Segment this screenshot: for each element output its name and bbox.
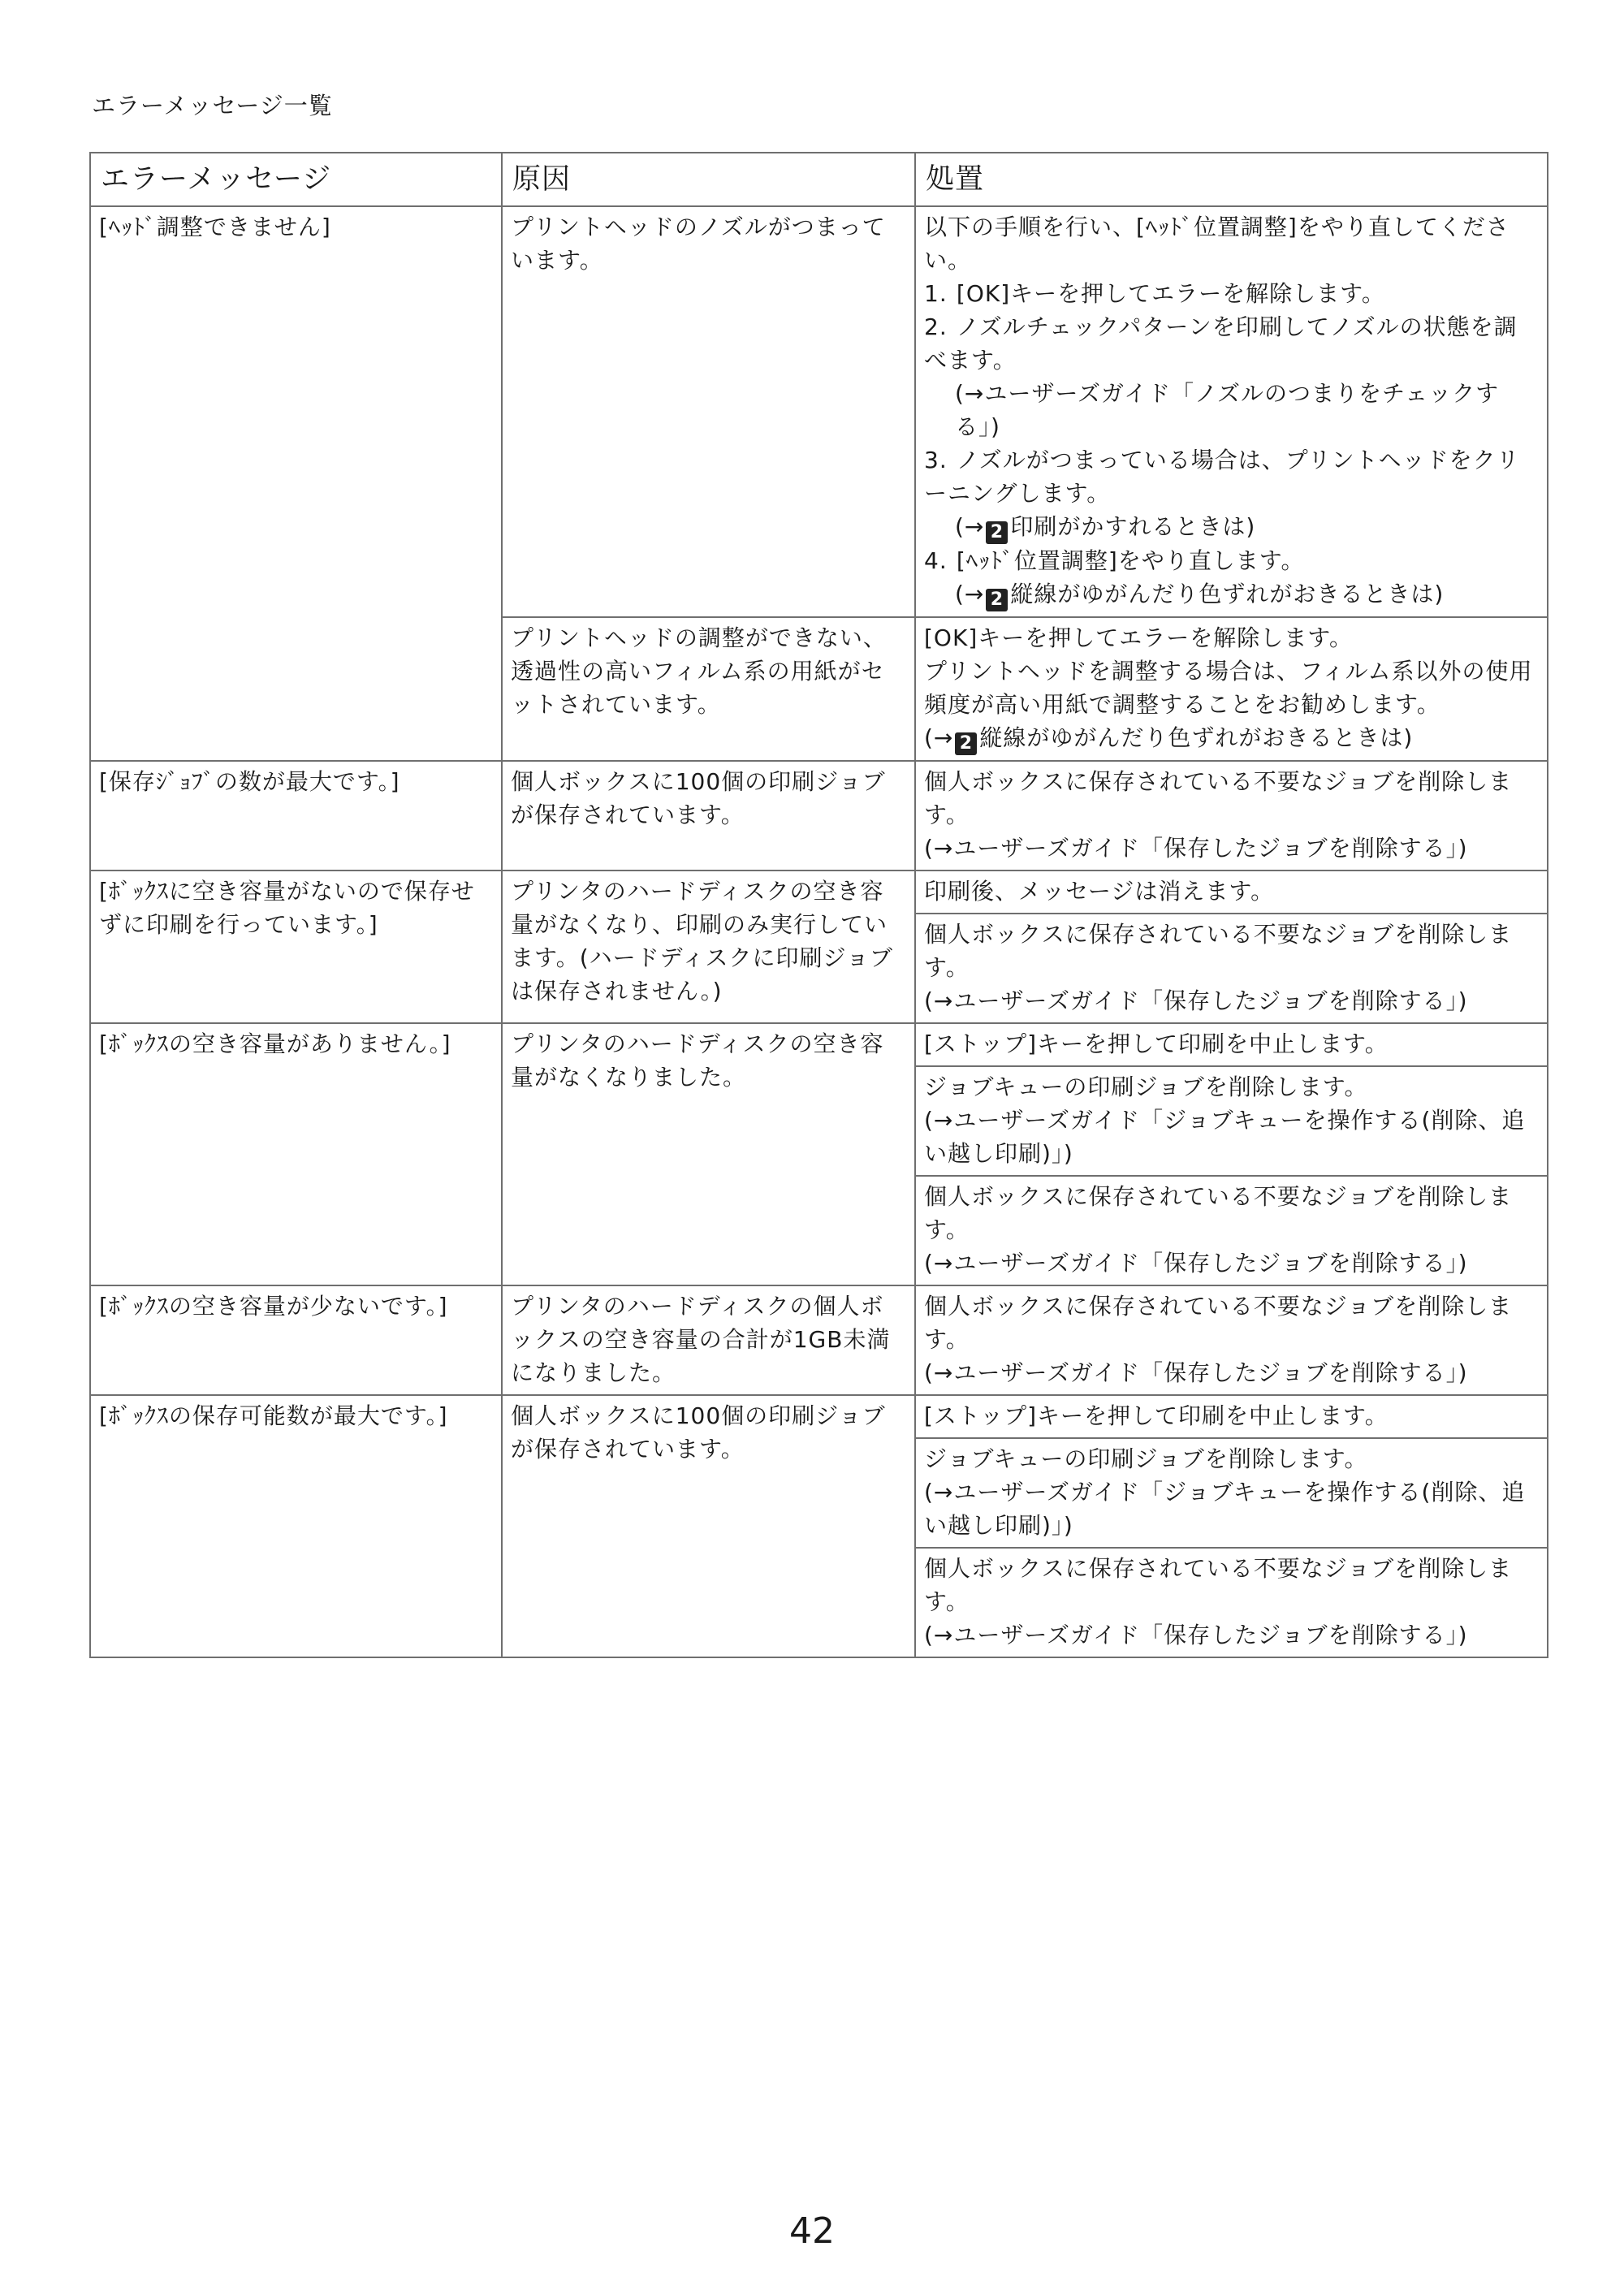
- page-heading: エラーメッセージ一覧: [92, 92, 333, 119]
- error-message-cell: [ﾎﾞｯｸｽに空き容量がないので保存せずに印刷を行っています。]: [90, 871, 502, 1023]
- cause-cell: 個人ボックスに100個の印刷ジョブが保存されています。: [502, 1395, 915, 1657]
- remedy-reference: (→ 2 印刷がかすれるときは): [955, 513, 1256, 542]
- table-header-row: [90, 153, 1548, 206]
- remedy-reference: (→ユーザーズガイド「ノズルのつまりをチェックする」): [955, 380, 1500, 440]
- remedy-cell: 個人ボックスに保存されている不要なジョブを削除します。 (→ユーザーズガイド「保存したジョブを削除する」): [915, 1548, 1548, 1657]
- remedy-step: 4. [ﾍｯﾄﾞ位置調整]をやり直します。: [924, 547, 1305, 574]
- chapter-2-icon: 2: [986, 589, 1008, 611]
- table-row: [90, 206, 1548, 617]
- table-row: [90, 1023, 1548, 1066]
- table-row: [90, 871, 1548, 914]
- remedy-cell: [OK]キーを押してエラーを解除します。 プリントヘッドを調整する場合は、フィルム系以外の使用頻度が高い用紙で調整することをお勧めします。 (→ 2 縦線がゆがんだり色ずれがおきるときは): [915, 617, 1548, 761]
- cause-cell: プリントヘッドのノズルがつまっています。: [502, 206, 915, 617]
- remedy-reference: (→ユーザーズガイド「保存したジョブを削除する」): [924, 987, 1468, 1014]
- remedy-reference: (→ユーザーズガイド「保存したジョブを削除する」): [924, 1622, 1468, 1648]
- error-message-cell: [保存ｼﾞｮﾌﾞの数が最大です。]: [90, 761, 502, 871]
- remedy-cell: ジョブキューの印刷ジョブを削除します。 (→ユーザーズガイド「ジョブキューを操作する(削除、追い越し印刷)」): [915, 1066, 1548, 1176]
- header-error-message: エラーメッセージ: [90, 153, 502, 206]
- cause-cell: プリンタのハードディスクの空き容量がなくなりました。: [502, 1023, 915, 1285]
- remedy-cell: 個人ボックスに保存されている不要なジョブを削除します。 (→ユーザーズガイド「保存したジョブを削除する」): [915, 1176, 1548, 1285]
- table-row: [90, 1395, 1548, 1438]
- remedy-cell: 印刷後、メッセージは消えます。: [915, 871, 1548, 914]
- header-cause: 原因: [502, 153, 915, 206]
- remedy-cell: [915, 206, 1548, 617]
- remedy-cell: 個人ボックスに保存されている不要なジョブを削除します。 (→ユーザーズガイド「保存したジョブを削除する」): [915, 761, 1548, 871]
- cause-cell: プリントヘッドの調整ができない、透過性の高いフィルム系の用紙がセットされています。: [502, 617, 915, 761]
- page-number: 42: [789, 2210, 835, 2252]
- remedy-reference: (→ユーザーズガイド「保存したジョブを削除する」): [924, 835, 1468, 862]
- cause-cell: プリンタのハードディスクの個人ボックスの空き容量の合計が1GB未満になりました。: [502, 1285, 915, 1395]
- remedy-reference: (→ユーザーズガイド「ジョブキューを操作する(削除、追い越し印刷)」): [924, 1479, 1526, 1539]
- remedy-reference: (→ 2 縦線がゆがんだり色ずれがおきるときは): [955, 581, 1445, 610]
- error-message-cell: [ﾍｯﾄﾞ調整できません]: [90, 206, 502, 761]
- header-remedy: 処置: [915, 153, 1548, 206]
- error-message-cell: [ﾎﾞｯｸｽの空き容量が少ないです。]: [90, 1285, 502, 1395]
- remedy-reference: (→ユーザーズガイド「保存したジョブを削除する」): [924, 1250, 1468, 1277]
- chapter-2-icon: 2: [986, 521, 1008, 544]
- remedy-cell: [ストップ]キーを押して印刷を中止します。: [915, 1023, 1548, 1066]
- chapter-2-icon: 2: [955, 732, 977, 755]
- cause-cell: プリンタのハードディスクの空き容量がなくなり、印刷のみ実行しています。(ハードディスクに印刷ジョブは保存されません。): [502, 871, 915, 1023]
- remedy-intro: 以下の手順を行い、[ﾍｯﾄﾞ位置調整]をやり直してください。: [924, 214, 1510, 274]
- remedy-cell: 個人ボックスに保存されている不要なジョブを削除します。 (→ユーザーズガイド「保存したジョブを削除する」): [915, 914, 1548, 1023]
- remedy-cell: 個人ボックスに保存されている不要なジョブを削除します。 (→ユーザーズガイド「保存したジョブを削除する」): [915, 1285, 1548, 1395]
- table-row: [90, 1285, 1548, 1395]
- table-row: [90, 761, 1548, 871]
- remedy-reference: (→ 2 縦線がゆがんだり色ずれがおきるときは): [924, 724, 1414, 754]
- error-message-table: [89, 152, 1548, 1658]
- error-message-cell: [ﾎﾞｯｸｽの空き容量がありません。]: [90, 1023, 502, 1285]
- remedy-step: 3. ノズルがつまっている場合は、プリントヘッドをクリーニングします。: [924, 447, 1520, 507]
- remedy-reference: (→ユーザーズガイド「保存したジョブを削除する」): [924, 1359, 1468, 1386]
- remedy-reference: (→ユーザーズガイド「ジョブキューを操作する(削除、追い越し印刷)」): [924, 1107, 1526, 1167]
- remedy-step: 1. [OK]キーを押してエラーを解除します。: [924, 280, 1385, 307]
- cause-cell: 個人ボックスに100個の印刷ジョブが保存されています。: [502, 761, 915, 871]
- error-message-cell: [ﾎﾞｯｸｽの保存可能数が最大です。]: [90, 1395, 502, 1657]
- remedy-step: 2. ノズルチェックパターンを印刷してノズルの状態を調べます。: [924, 313, 1518, 374]
- remedy-cell: ジョブキューの印刷ジョブを削除します。 (→ユーザーズガイド「ジョブキューを操作する(削除、追い越し印刷)」): [915, 1438, 1548, 1548]
- remedy-cell: [ストップ]キーを押して印刷を中止します。: [915, 1395, 1548, 1438]
